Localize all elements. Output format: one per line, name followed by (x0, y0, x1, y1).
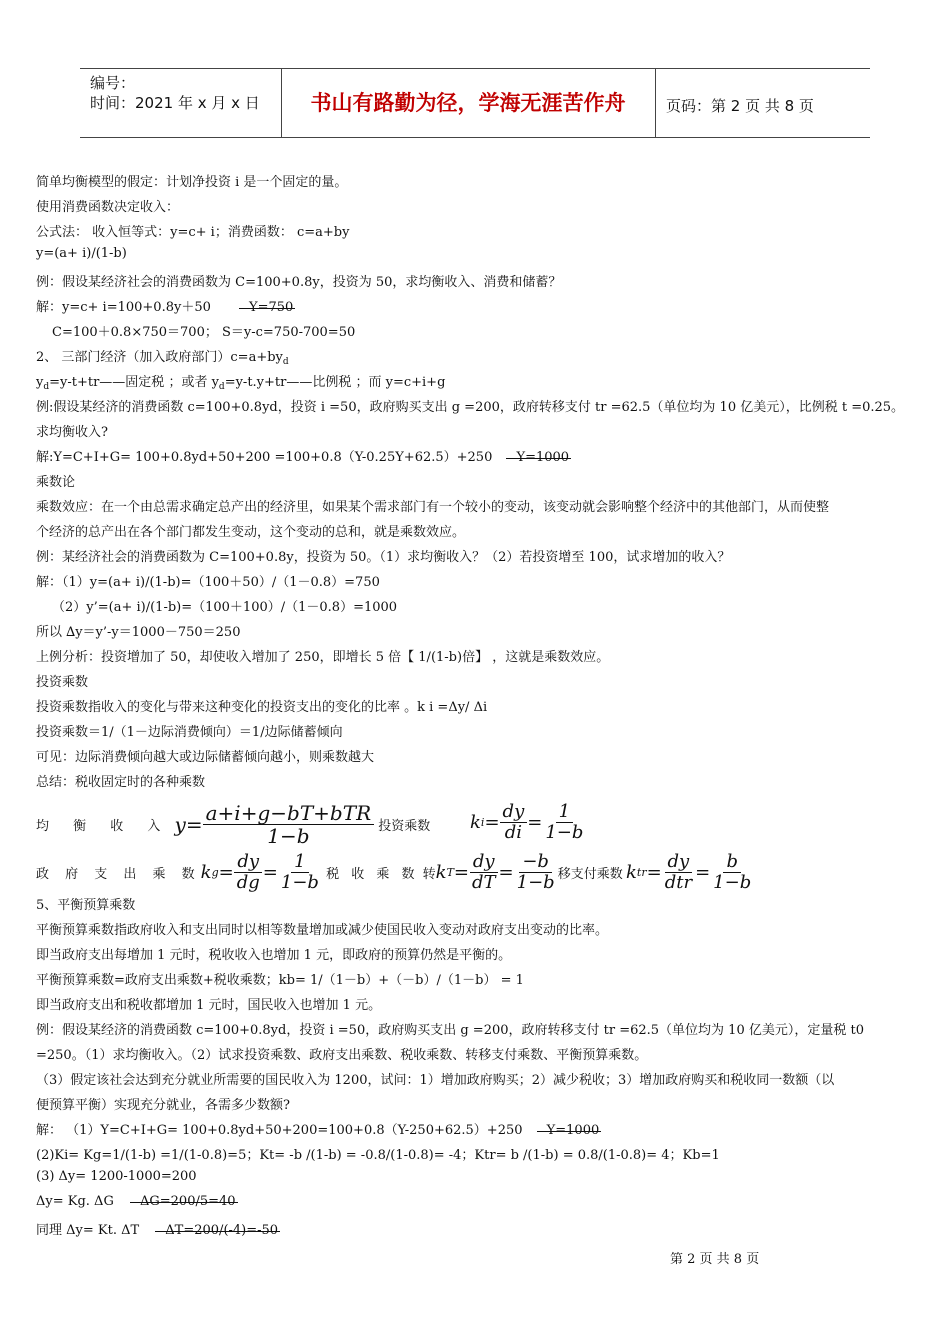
section-heading: 乘数论 (36, 475, 76, 490)
subscript: d (43, 382, 50, 392)
fraction (710, 852, 754, 893)
fraction (542, 802, 586, 843)
text-line: 即当政府支出和税收都增加 1 元时，国民收入也增加 1 元。 (36, 998, 382, 1013)
equilibrium-income-fraction (203, 802, 375, 847)
subscript: g (211, 865, 219, 879)
header-number: 编号： (90, 74, 136, 92)
header-motto: 书山有路勤为径，学海无涯苦作舟 (310, 91, 626, 115)
text-line (36, 296, 293, 315)
fraction-numerator: dy (500, 802, 528, 823)
text-line: 便预算平衡）实现充分就业，各需多少数额? (36, 1098, 290, 1113)
text-line: 公式法： 收入恒等式：y=c+ i；消费函数： c=a+by (36, 225, 350, 240)
fraction (662, 852, 695, 893)
text-segment: Δy= Kg. ΔG (36, 1194, 114, 1209)
formula-row: 均 衡 收 入 y= $\frac{\text{a+i+g−bT+bTR}}{1-b}$ 投资乘数 (36, 801, 431, 848)
formula-label: 移支付乘数 (557, 866, 623, 882)
formula-row: 政 府 支 出 乘 数kg= $\frac{dy}{dg}$ = $\frac{1}{1-b}$ 税 收 乘 数 转kT= $\frac{dy}{dT}$ = $\frac{-b}{1-b}$ 移支付乘数 (36, 851, 623, 893)
text-line: 使用消费函数决定收入： (36, 200, 180, 215)
text-line: 平衡预算乘数=政府支出乘数+税收乘数；kb= 1/（1－b）+（－b）/（1－b） = 1 (36, 973, 524, 988)
subscript: d (218, 382, 225, 392)
formula-transfer-multiplier: ktr= $\frac{dy}{\text{dtr}}$ = $\frac{b}{1-b}$ (626, 852, 754, 893)
formula-symbol: k (435, 861, 447, 883)
text-segment: 2、 三部门经济（加入政府部门）c=a+by (36, 350, 283, 365)
fraction-numerator: b (723, 852, 741, 873)
fraction (514, 852, 558, 893)
formula-symbol: k (626, 861, 637, 883)
formula-symbol: y (174, 812, 186, 837)
header-date: 时间：2021 年 x 月 x 日 (90, 94, 260, 112)
text-line (36, 1194, 236, 1209)
fraction-numerator: −b (519, 852, 552, 873)
formula-symbol: k (200, 861, 212, 883)
text-line (36, 1219, 278, 1238)
formula-investment-multiplier: ki= $\frac{dy}{di}$ = $\frac{1}{1-b}$ (470, 802, 586, 843)
text-line: 例:假设某经济的消费函数 c=100+0.8yd，投资 i =50，政府购买支出 g =200，政府转移支付 tr =62.5（单位均为 10 亿美元），比例税 t =0.25。 (36, 400, 905, 415)
formula-label: 政 府 支 出 乘 数 (36, 866, 201, 882)
header-info-cell (80, 69, 280, 137)
page-footer: 第 2 页 共 8 页 (670, 1252, 760, 1267)
fraction-denominator: 1−b (516, 871, 555, 893)
subscript: i (480, 815, 485, 829)
text-line: 即当政府支出每增加 1 元时，税收收入也增加 1 元，即政府的预算仍然是平衡的。 (36, 948, 512, 963)
arrow-result: ΔT=200/(-4)=-50 (165, 1223, 279, 1238)
text-segment: 解：y=c+ i=100+0.8y＋50 (36, 300, 211, 315)
fraction-numerator: dy (234, 852, 262, 873)
text-line: 例：假设某经济社会的消费函数为 C=100+0.8y，投资为 50，求均衡收入、消费和储蓄？ (36, 275, 562, 290)
section-heading: 5、平衡预算乘数 (36, 898, 136, 913)
formula-symbol: k (470, 811, 481, 833)
text-line: 解：（1）y=(a+ i)/(1-b)=（100＋50）/（1－0.8）=750 (36, 575, 380, 590)
text-segment: y (36, 375, 44, 390)
fraction-denominator: dtr (664, 871, 693, 893)
fraction-numerator: 1 (291, 852, 308, 873)
header-divider (655, 69, 656, 137)
text-line: 所以 ∆y＝y’-y＝1000－750＝250 (36, 625, 241, 640)
fraction-denominator: 1−b (267, 824, 310, 848)
arrow-result: ΔG=200/5=40 (139, 1194, 236, 1209)
text-line: 例：假设某经济的消费函数 c=100+0.8yd，投资 i =50，政府购买支出 g =200，政府转移支付 tr =62.5（单位均为 10 亿美元），定量税 t0 (36, 1023, 864, 1038)
text-segment: 解： （1）Y=C+I+G= 100+0.8yd+50+200=100+0.8（Y-250+62.5）+250 (36, 1123, 523, 1138)
text-line: 平衡预算乘数指政府收入和支出同时以相等数量增加或减少使国民收入变动对政府支出变动的比率。 (36, 923, 609, 938)
text-line: 投资乘数＝1/（1－边际消费倾向）＝1/边际储蓄倾向 (36, 725, 343, 740)
text-line: 投资乘数指收入的变化与带来这种变化的投资支出的变化的比率 。k i =Δy/ Δi (36, 700, 488, 715)
formula-label: 税 收 乘 数 (326, 866, 419, 882)
section-heading: 投资乘数 (36, 675, 89, 690)
fraction (500, 802, 528, 843)
text-line (36, 346, 289, 367)
arrow-result: Y=1000 (546, 1123, 600, 1138)
text-line: 求均衡收入? (36, 425, 108, 440)
fraction-numerator: dy (470, 852, 498, 873)
fraction-denominator: di (504, 821, 523, 843)
text-line: 简单均衡模型的假定：计划净投资 i 是一个固定的量。 (36, 175, 348, 190)
fraction-denominator: 1−b (280, 871, 319, 893)
text-line: （2）y’=(a+ i)/(1-b)=（100＋100）/（1－0.8）=1000 (52, 600, 398, 615)
text-line: (3) Δy= 1200-1000=200 (36, 1169, 197, 1184)
formula-label: 转 (422, 866, 436, 882)
header-page-number: 页码：第 2 页 共 8 页 (666, 97, 814, 115)
fraction-denominator: dT (472, 871, 496, 893)
fraction (234, 852, 263, 893)
fraction-denominator: dg (236, 871, 260, 893)
text-line (36, 446, 569, 465)
subscript: d (282, 357, 289, 367)
text-line: (2)Ki= Kg=1/(1-b) =1/(1-0.8)=5；Kt= -b /(1-b) = -0.8/(1-0.8)= -4；Ktr= b /(1-b) = 0.8/(1-0.8)= 4；Kb=1 (36, 1148, 720, 1163)
page-header (80, 68, 870, 138)
text-segment: 解:Y=C+I+G= 100+0.8yd+50+200 =100+0.8（Y-0.25Y+62.5）+250 (36, 450, 493, 465)
text-line: C=100＋0.8×750＝700； S＝y-c=750-700=50 (52, 325, 356, 340)
text-segment: =y-t.y+tr——比例税 ；而 y=c+i+g (224, 375, 446, 390)
formula-label: 投资乘数 (378, 819, 431, 834)
text-segment: =y-t+tr——固定税 ；或者 y (49, 375, 219, 390)
arrow-result: Y=1000 (516, 450, 570, 465)
text-segment: 同理 Δy= Kt. ΔT (36, 1223, 140, 1238)
text-line: 总结：税收固定时的各种乘数 (36, 775, 206, 790)
text-line: 例：某经济社会的消费函数为 C=100+0.8y，投资为 50。（1）求均衡收入？（2）若投资增至 100，试求增加的收入？ (36, 550, 731, 565)
text-line: 上例分析：投资增加了 50，却使收入增加了 250，即增长 5 倍【 1/(1-b)倍】 ，这就是乘数效应。 (36, 650, 610, 665)
text-line: 个经济的总产出在各个部门都发生变动，这个变动的总和，就是乘数效应。 (36, 525, 466, 540)
text-line (36, 1119, 599, 1138)
fraction-numerator: dy (665, 852, 693, 873)
fraction-numerator: 1 (556, 802, 573, 823)
formula-label: 均 衡 收 入 (36, 819, 171, 834)
text-line: 可见：边际消费倾向越大或边际储蓄倾向越小，则乘数越大 (36, 750, 375, 765)
text-line (36, 371, 445, 392)
subscript: T (446, 865, 454, 879)
arrow-result: Y=750 (249, 300, 294, 315)
text-line: 乘数效应：在一个由总需求确定总产出的经济里，如果某个需求部门有一个较小的变动，该变动就会影响整个经济中的其他部门，从而使整 (36, 500, 830, 515)
fraction-denominator: 1−b (713, 871, 752, 893)
fraction-numerator: a+i+g−bT+bTR (203, 802, 375, 825)
text-line: =250。（1）求均衡收入。（2）试求投资乘数、政府支出乘数、税收乘数、转移支付乘数、平衡预算乘数。 (36, 1048, 648, 1063)
subscript: tr (636, 865, 647, 879)
fraction (469, 852, 499, 893)
text-line: y=(a+ i)/(1-b) (36, 246, 127, 261)
fraction-denominator: 1−b (545, 821, 584, 843)
fraction (278, 852, 322, 893)
text-line: （3）假定该社会达到充分就业所需要的国民收入为 1200，试问：1）增加政府购买；2）减少税收；3）增加政府购买和税收同一数额（以 (36, 1073, 835, 1088)
